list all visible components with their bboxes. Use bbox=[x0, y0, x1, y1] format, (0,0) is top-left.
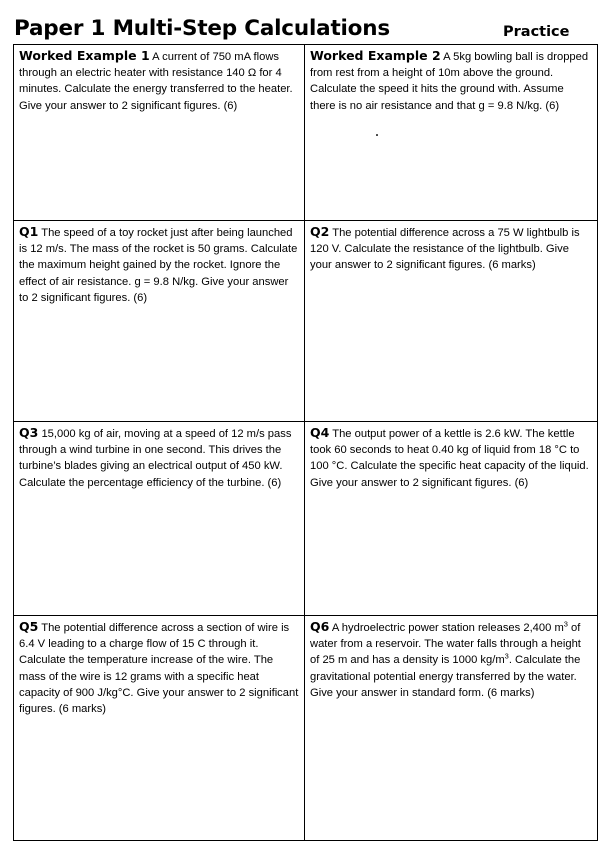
q5-cell bbox=[14, 616, 305, 840]
q4-heading: Q4 bbox=[310, 425, 330, 440]
worked-example-1-text: A current of 750 mA flows through an electric heater with resistance 140 Ω for 4 minutes. Calculate the energy transferred to the heater. Give your answer to 2 significant figures. (6) bbox=[19, 51, 293, 112]
q6-heading: Q6 bbox=[310, 619, 330, 634]
q5-text: The potential difference across a section of wire is 6.4 V leading to a charge flow of 15 C through it. Calculate the temperature increase of the wire. The mass of the wire is 12 grams with a specific heat capacity of 900 J/kg°C. Give your answer to 2 significant figures. (6 marks) bbox=[19, 622, 299, 716]
worked-example-2-text: A 5kg bowling ball is dropped from rest from a height of 10m above the ground. Calculate the speed it hits the ground with. Assume there is no air resistance and that g = 9.8 N/kg. (6) bbox=[310, 51, 589, 112]
q1-text: The speed of a toy rocket just after being launched is 12 m/s. The mass of the rocket is 50 grams. Calculate the maximum height gained by the rocket. Ignore the effect of air resistance. g = 9.8 N/kg. Give your answer to 2 significant figures. (6) bbox=[19, 227, 298, 304]
q5-heading: Q5 bbox=[19, 619, 39, 634]
worked-example-2-heading: Worked Example 2 bbox=[310, 48, 441, 63]
q6-text-part-3: . Calculate the gravitational potential energy transferred by the water. Give your answer in standard form. (6 marks) bbox=[310, 654, 581, 699]
practice-label: Practice bbox=[503, 24, 570, 40]
question-grid bbox=[13, 44, 598, 841]
page-title: Paper 1 Multi-Step Calculations bbox=[14, 16, 390, 41]
worked-example-1-cell bbox=[14, 45, 305, 221]
q1-cell bbox=[14, 221, 305, 422]
q6-superscript-2: 3 bbox=[504, 651, 509, 661]
q3-text: 15,000 kg of air, moving at a speed of 12 m/s pass through a wind turbine in one second. This drives the turbine’s blades giving an electrical output of 450 kW. Calculate the percentage efficiency of the turbine. (6) bbox=[19, 428, 292, 489]
q6-text-part-1: A hydroelectric power station releases 2,400 m bbox=[331, 622, 564, 634]
q2-heading: Q2 bbox=[310, 224, 330, 239]
q6-superscript-1: 3 bbox=[563, 619, 568, 629]
q3-heading: Q3 bbox=[19, 425, 39, 440]
q2-text: The potential difference across a 75 W lightbulb is 120 V. Calculate the resistance of the lightbulb. Give your answer to 2 significant figures. (6 marks) bbox=[310, 227, 580, 272]
q4-text: The output power of a kettle is 2.6 kW. The kettle took 60 seconds to heat 0.40 kg of liquid from 18 °C to 100 °C. Calculate the specific heat capacity of the liquid. Give your answer to 2 significant figures. (6) bbox=[310, 428, 589, 489]
stray-dot-mark bbox=[376, 134, 378, 136]
worked-example-1-heading: Worked Example 1 bbox=[19, 48, 150, 63]
q4-cell bbox=[305, 422, 597, 616]
q6-cell bbox=[305, 616, 597, 840]
q3-cell bbox=[14, 422, 305, 616]
q1-heading: Q1 bbox=[19, 224, 39, 239]
worked-example-2-cell bbox=[305, 45, 597, 221]
q6-text-part-2: of water from a reservoir. The water falls through a height of 25 m and has a density is 1000 kg/m bbox=[310, 622, 581, 667]
q2-cell bbox=[305, 221, 597, 422]
